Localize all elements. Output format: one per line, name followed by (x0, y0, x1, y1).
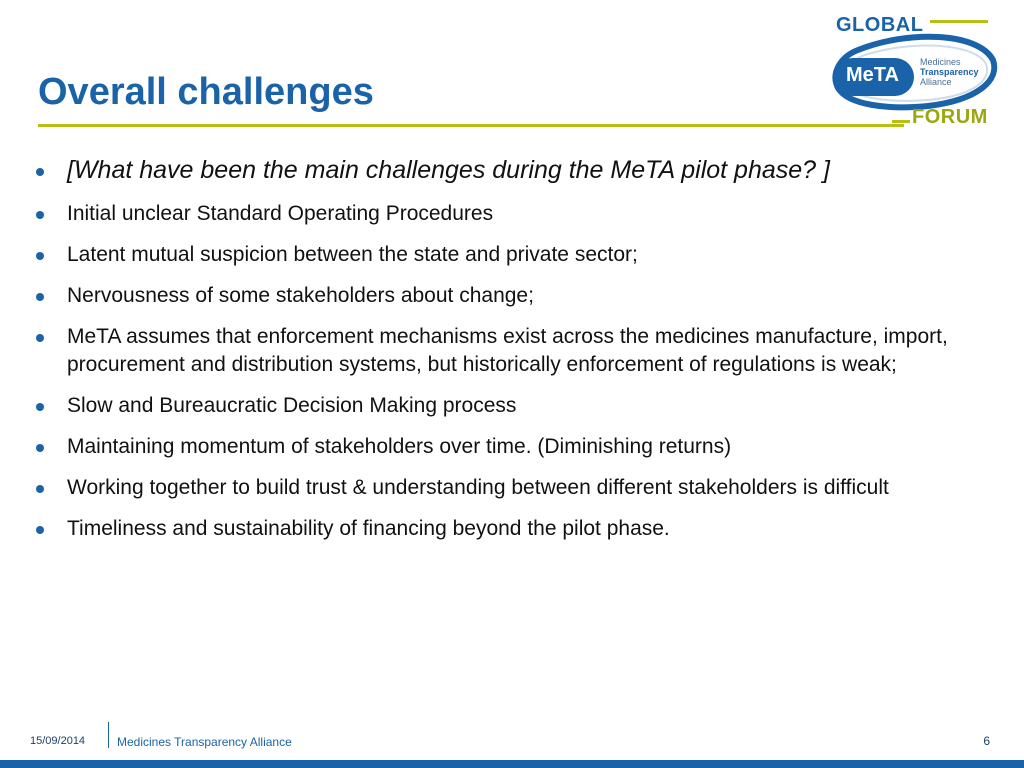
logo-sub-line1: Medicines (920, 57, 961, 67)
bullet-text: Initial unclear Standard Operating Procedures (67, 202, 494, 225)
bullet-dot-icon (36, 293, 44, 301)
bullet-item (36, 282, 976, 310)
bullet-item (36, 433, 976, 461)
bullet-text: Maintaining momentum of stakeholders over time. (Diminishing returns) (67, 435, 732, 458)
bottom-band (0, 760, 1024, 768)
bullet-text: Nervousness of some stakeholders about change; (67, 284, 534, 307)
logo-subtitle (920, 57, 979, 87)
page-number: 6 (983, 734, 990, 748)
bullet-dot-icon (36, 334, 44, 342)
logo-forum-text: FORUM (912, 106, 988, 128)
bullet-dot-icon (36, 444, 44, 452)
footer-date: 15/09/2014 (30, 735, 86, 747)
bullet-text: MeTA assumes that enforcement mechanisms exist across the medicines manufacture, import, procurement and distribution systems, but historically enforcement of regulations is weak; (67, 325, 948, 376)
bullet-item (36, 515, 976, 543)
bullet-item (36, 241, 976, 269)
bullet-item (36, 155, 976, 185)
bullet-text: Latent mutual suspicion between the state and private sector; (67, 243, 638, 266)
bullet-text: Timeliness and sustainability of financing beyond the pilot phase. (67, 517, 670, 540)
title-underline (38, 124, 904, 127)
bullet-text: Slow and Bureaucratic Decision Making process (67, 394, 517, 417)
bullet-list (36, 155, 976, 556)
logo-global-text: GLOBAL (836, 14, 924, 36)
bullet-text: [What have been the main challenges during the MeTA pilot phase? ] (67, 156, 830, 184)
global-meta-forum-logo (828, 10, 1004, 132)
slide-title: Overall challenges (38, 71, 374, 113)
bullet-dot-icon (36, 168, 44, 176)
bullet-text: Working together to build trust & understanding between different stakeholders is difficult (67, 476, 889, 499)
footer-divider (108, 722, 109, 748)
logo-sub-line3: Alliance (920, 77, 952, 87)
bullet-dot-icon (36, 252, 44, 260)
bullet-item (36, 392, 976, 420)
bullet-item (36, 200, 976, 228)
footer-organization: Medicines Transparency Alliance (117, 735, 292, 749)
bullet-dot-icon (36, 403, 44, 411)
logo-sub-line2: Transparency (920, 67, 979, 77)
logo-meta-text: MeTA (846, 64, 899, 86)
bullet-dot-icon (36, 526, 44, 534)
bullet-item (36, 323, 976, 379)
bullet-item (36, 474, 976, 502)
bullet-dot-icon (36, 211, 44, 219)
bullet-dot-icon (36, 485, 44, 493)
